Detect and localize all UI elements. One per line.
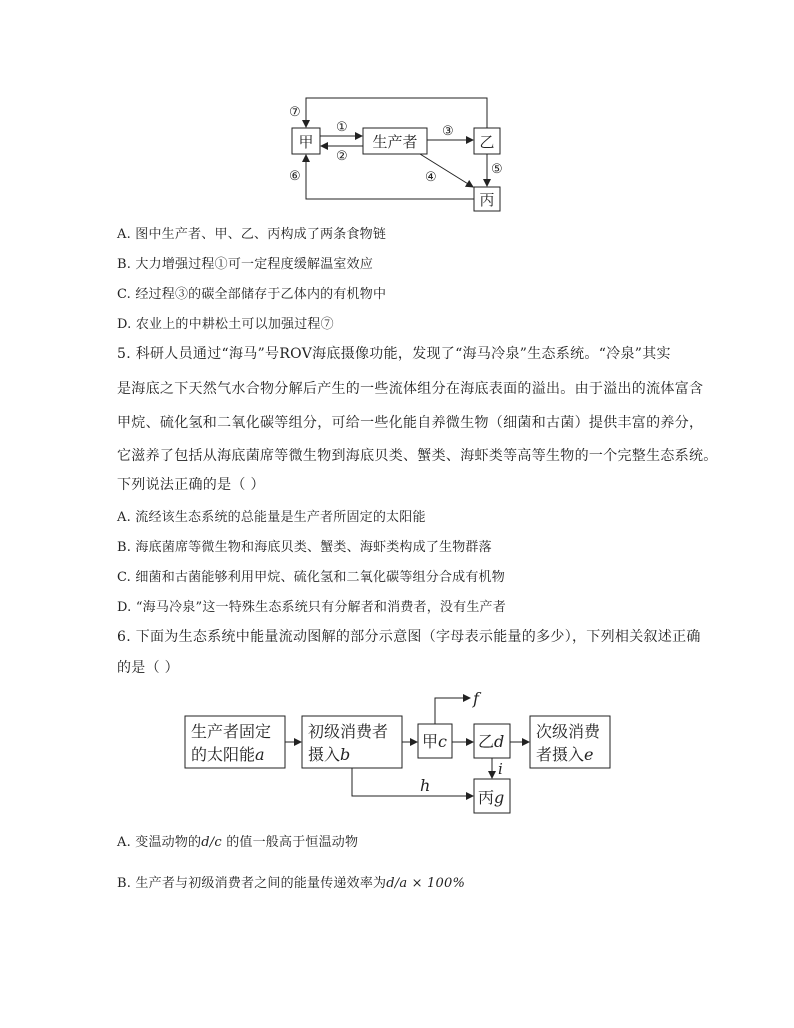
q5-line-4: 它滋养了包括从海底菌席等微生物到海底贝类、蟹类、海虾类等高等生物的一个完整生态系统。 bbox=[117, 448, 718, 464]
box-secondary-line2: 者摄入e bbox=[536, 745, 594, 764]
q6-option-b-prefix: B. 生产者与初级消费者之间的能量传递效率为 bbox=[117, 876, 387, 891]
q5-option-a: A. 流经该生态系统的总能量是生产者所固定的太阳能 bbox=[117, 510, 426, 525]
q6-line-2: 的是（ ） bbox=[117, 660, 179, 676]
q6-option-a-formula: d/c bbox=[201, 835, 222, 850]
label-4: ④ bbox=[425, 170, 437, 185]
energy-flow-diagram bbox=[180, 686, 620, 818]
box-yi-text: 乙d bbox=[478, 732, 505, 751]
node-bing: 丙 bbox=[479, 191, 495, 209]
box-primary-line2: 摄入b bbox=[308, 745, 351, 764]
label-7: ⑦ bbox=[289, 105, 301, 120]
label-f: f bbox=[473, 689, 479, 708]
node-yi: 乙 bbox=[479, 133, 495, 151]
label-6: ⑥ bbox=[289, 169, 301, 184]
q5-option-c: C. 细菌和古菌能够利用甲烷、硫化氢和二氧化碳等组分合成有机物 bbox=[117, 570, 505, 585]
label-3: ③ bbox=[442, 124, 454, 139]
q4-option-b: B. 大力增强过程①可一定程度缓解温室效应 bbox=[117, 257, 374, 272]
q5-option-d: D. “海马冷泉”这一特殊生态系统只有分解者和消费者，没有生产者 bbox=[117, 600, 506, 615]
arrow-7 bbox=[306, 98, 487, 128]
q6-option-a-suffix: 的值一般高于恒温动物 bbox=[221, 835, 359, 850]
box-secondary-line1: 次级消费 bbox=[536, 722, 601, 741]
node-producer: 生产者 bbox=[372, 133, 418, 151]
label-1: ① bbox=[336, 120, 348, 135]
q5-line-2: 是海底之下天然气水合物分解后产生的一些流体组分在海底表面的溢出。由于溢出的流体富含 bbox=[117, 381, 704, 397]
q6-line-1: 6. 下面为生态系统中能量流动图解的部分示意图（字母表示能量的多少），下列相关叙述正确 bbox=[117, 629, 701, 645]
box-jia-text: 甲c bbox=[422, 732, 447, 751]
arrow-h bbox=[352, 768, 473, 796]
q6-option-a bbox=[117, 831, 358, 850]
q6-option-a-prefix: A. 变温动物的 bbox=[117, 835, 202, 850]
box-primary-line1: 初级消费者 bbox=[308, 722, 389, 741]
label-2: ② bbox=[336, 149, 348, 164]
box-bing-text: 丙g bbox=[478, 788, 505, 807]
box-producer-line2: 的太阳能a bbox=[191, 745, 265, 764]
q4-option-c: C. 经过程③的碳全部储存于乙体内的有机物中 bbox=[117, 287, 387, 302]
arrow-6 bbox=[306, 155, 474, 199]
q5-line-3: 甲烷、硫化氢和二氧化碳等组分，可给一些化能自养微生物（细菌和古菌）提供丰富的养分， bbox=[117, 415, 704, 431]
q6-option-b-formula: d/a × 100% bbox=[386, 876, 465, 891]
box-producer-line1: 生产者固定 bbox=[191, 722, 272, 741]
carbon-cycle-diagram bbox=[280, 90, 520, 215]
q5-option-b: B. 海底菌席等微生物和海底贝类、蟹类、海虾类构成了生物群落 bbox=[117, 540, 492, 555]
label-5: ⑤ bbox=[491, 162, 503, 177]
node-jia: 甲 bbox=[298, 133, 314, 151]
q6-option-b bbox=[117, 872, 465, 891]
label-h: h bbox=[420, 776, 431, 795]
q4-option-a: A. 图中生产者、甲、乙、丙构成了两条食物链 bbox=[117, 227, 387, 242]
q5-line-5: 下列说法正确的是（ ） bbox=[117, 477, 265, 493]
q5-line-1: 5. 科研人员通过“海马”号ROV海底摄像功能，发现了“海马冷泉”生态系统。“冷泉”其实 bbox=[117, 346, 671, 362]
q4-option-d: D. 农业上的中耕松土可以加强过程⑦ bbox=[117, 317, 334, 332]
arrow-f bbox=[435, 698, 470, 724]
label-i: i bbox=[498, 760, 503, 778]
